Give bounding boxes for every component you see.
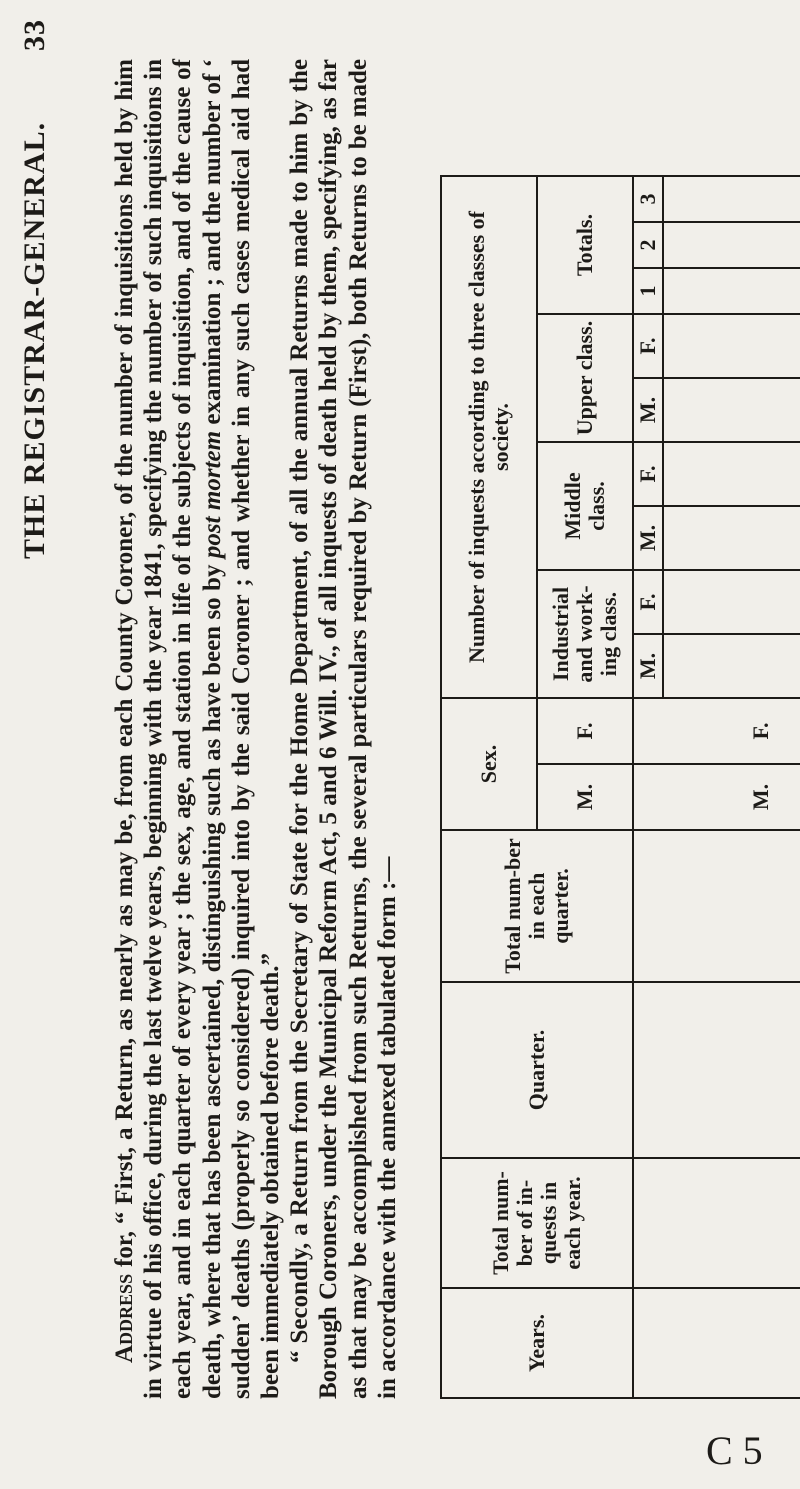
blank-mid-m <box>663 506 800 570</box>
cell-sex-m-label: M. <box>633 764 800 830</box>
sex-f: F. <box>537 698 633 764</box>
col-total-per-year: Total num-ber of in-quests in each year. <box>441 1158 633 1288</box>
mid-m: M. <box>633 506 663 570</box>
cell-total-per-year <box>633 1158 800 1288</box>
blank-ind-m <box>663 634 800 698</box>
blank-tot-2 <box>663 222 800 268</box>
paragraph-first-text-after: examination ; and the number of ‘ sudden’ deaths (properly so considered) inquired into by the said Coroner ; and whether in any such cases medical aid had been immediately obtained before death.” <box>198 58 285 1399</box>
mid-f: F. <box>633 442 663 506</box>
paragraph-second: “ Secondly, a Return from the Secretary of State for the Home Department, of all the annual Returns made to him by the Borough Coroners, under the Municipal Reform Act, 5 and 6 Will. IV., of all inquests of death held by them, specifying, as far as that may be accomplished from such Returns, the several particulars required by Return (First), both Returns to be made in accordance with the annexed tabulated form :— <box>286 59 401 1399</box>
paragraph-first-text: for, “ First, a Return, as nearly as may be, from each County Coroner, of the number of inquisitions held by him in virtue of his office, during the last twelve years, beginning with the year 1841, specifying the number of such inquisitions in each year, and in each quarter of every year ; the sex, age, and station in life of the subjects of inquisition, and of the cause of death, where that has been ascertained, distinguishing such as have been so by <box>111 59 226 1399</box>
ind-f: F. <box>633 570 663 634</box>
blank-tot-1 <box>663 268 800 314</box>
blank-ind-f <box>663 570 800 634</box>
body-text <box>110 59 402 1399</box>
paragraph-first <box>110 59 285 1399</box>
signature-mark: C 5 <box>706 1428 763 1473</box>
blank-mid-f <box>663 442 800 506</box>
cell-sex-f-label: F. <box>633 698 800 764</box>
col-years: Years. <box>441 1288 633 1398</box>
post-mortem-italic: post mortem <box>198 430 226 559</box>
col-classes-title: Number of inquests according to three classes of society. <box>441 176 537 698</box>
col-sex: Sex. <box>441 698 537 830</box>
ind-m: M. <box>633 634 663 698</box>
class-upper: Upper class. <box>537 314 633 442</box>
cell-years <box>633 1288 800 1398</box>
col-quarter: Quarter. <box>441 982 633 1158</box>
col-total-per-quarter: Total num-ber in each quarter. <box>441 830 633 982</box>
class-industrial: Industrial and work-ing class. <box>537 570 633 698</box>
tabulated-form <box>440 175 800 1399</box>
up-m: M. <box>633 378 663 442</box>
class-middle: Middle class. <box>537 442 633 570</box>
sex-m: M. <box>537 764 633 830</box>
blank-tot-3 <box>663 176 800 222</box>
totals-3: 3 <box>633 176 663 222</box>
up-f: F. <box>633 314 663 378</box>
address-lead: Address <box>111 1273 138 1363</box>
page-header <box>18 19 78 559</box>
running-title: THE REGISTRAR-GENERAL. <box>18 121 51 559</box>
blank-up-f <box>663 314 800 378</box>
class-totals: Totals. <box>537 176 633 314</box>
totals-1: 1 <box>633 268 663 314</box>
cell-quarter <box>633 982 800 1158</box>
blank-up-m <box>663 378 800 442</box>
totals-2: 2 <box>633 222 663 268</box>
cell-total-per-quarter <box>633 830 800 982</box>
page-number: 33 <box>18 19 51 51</box>
